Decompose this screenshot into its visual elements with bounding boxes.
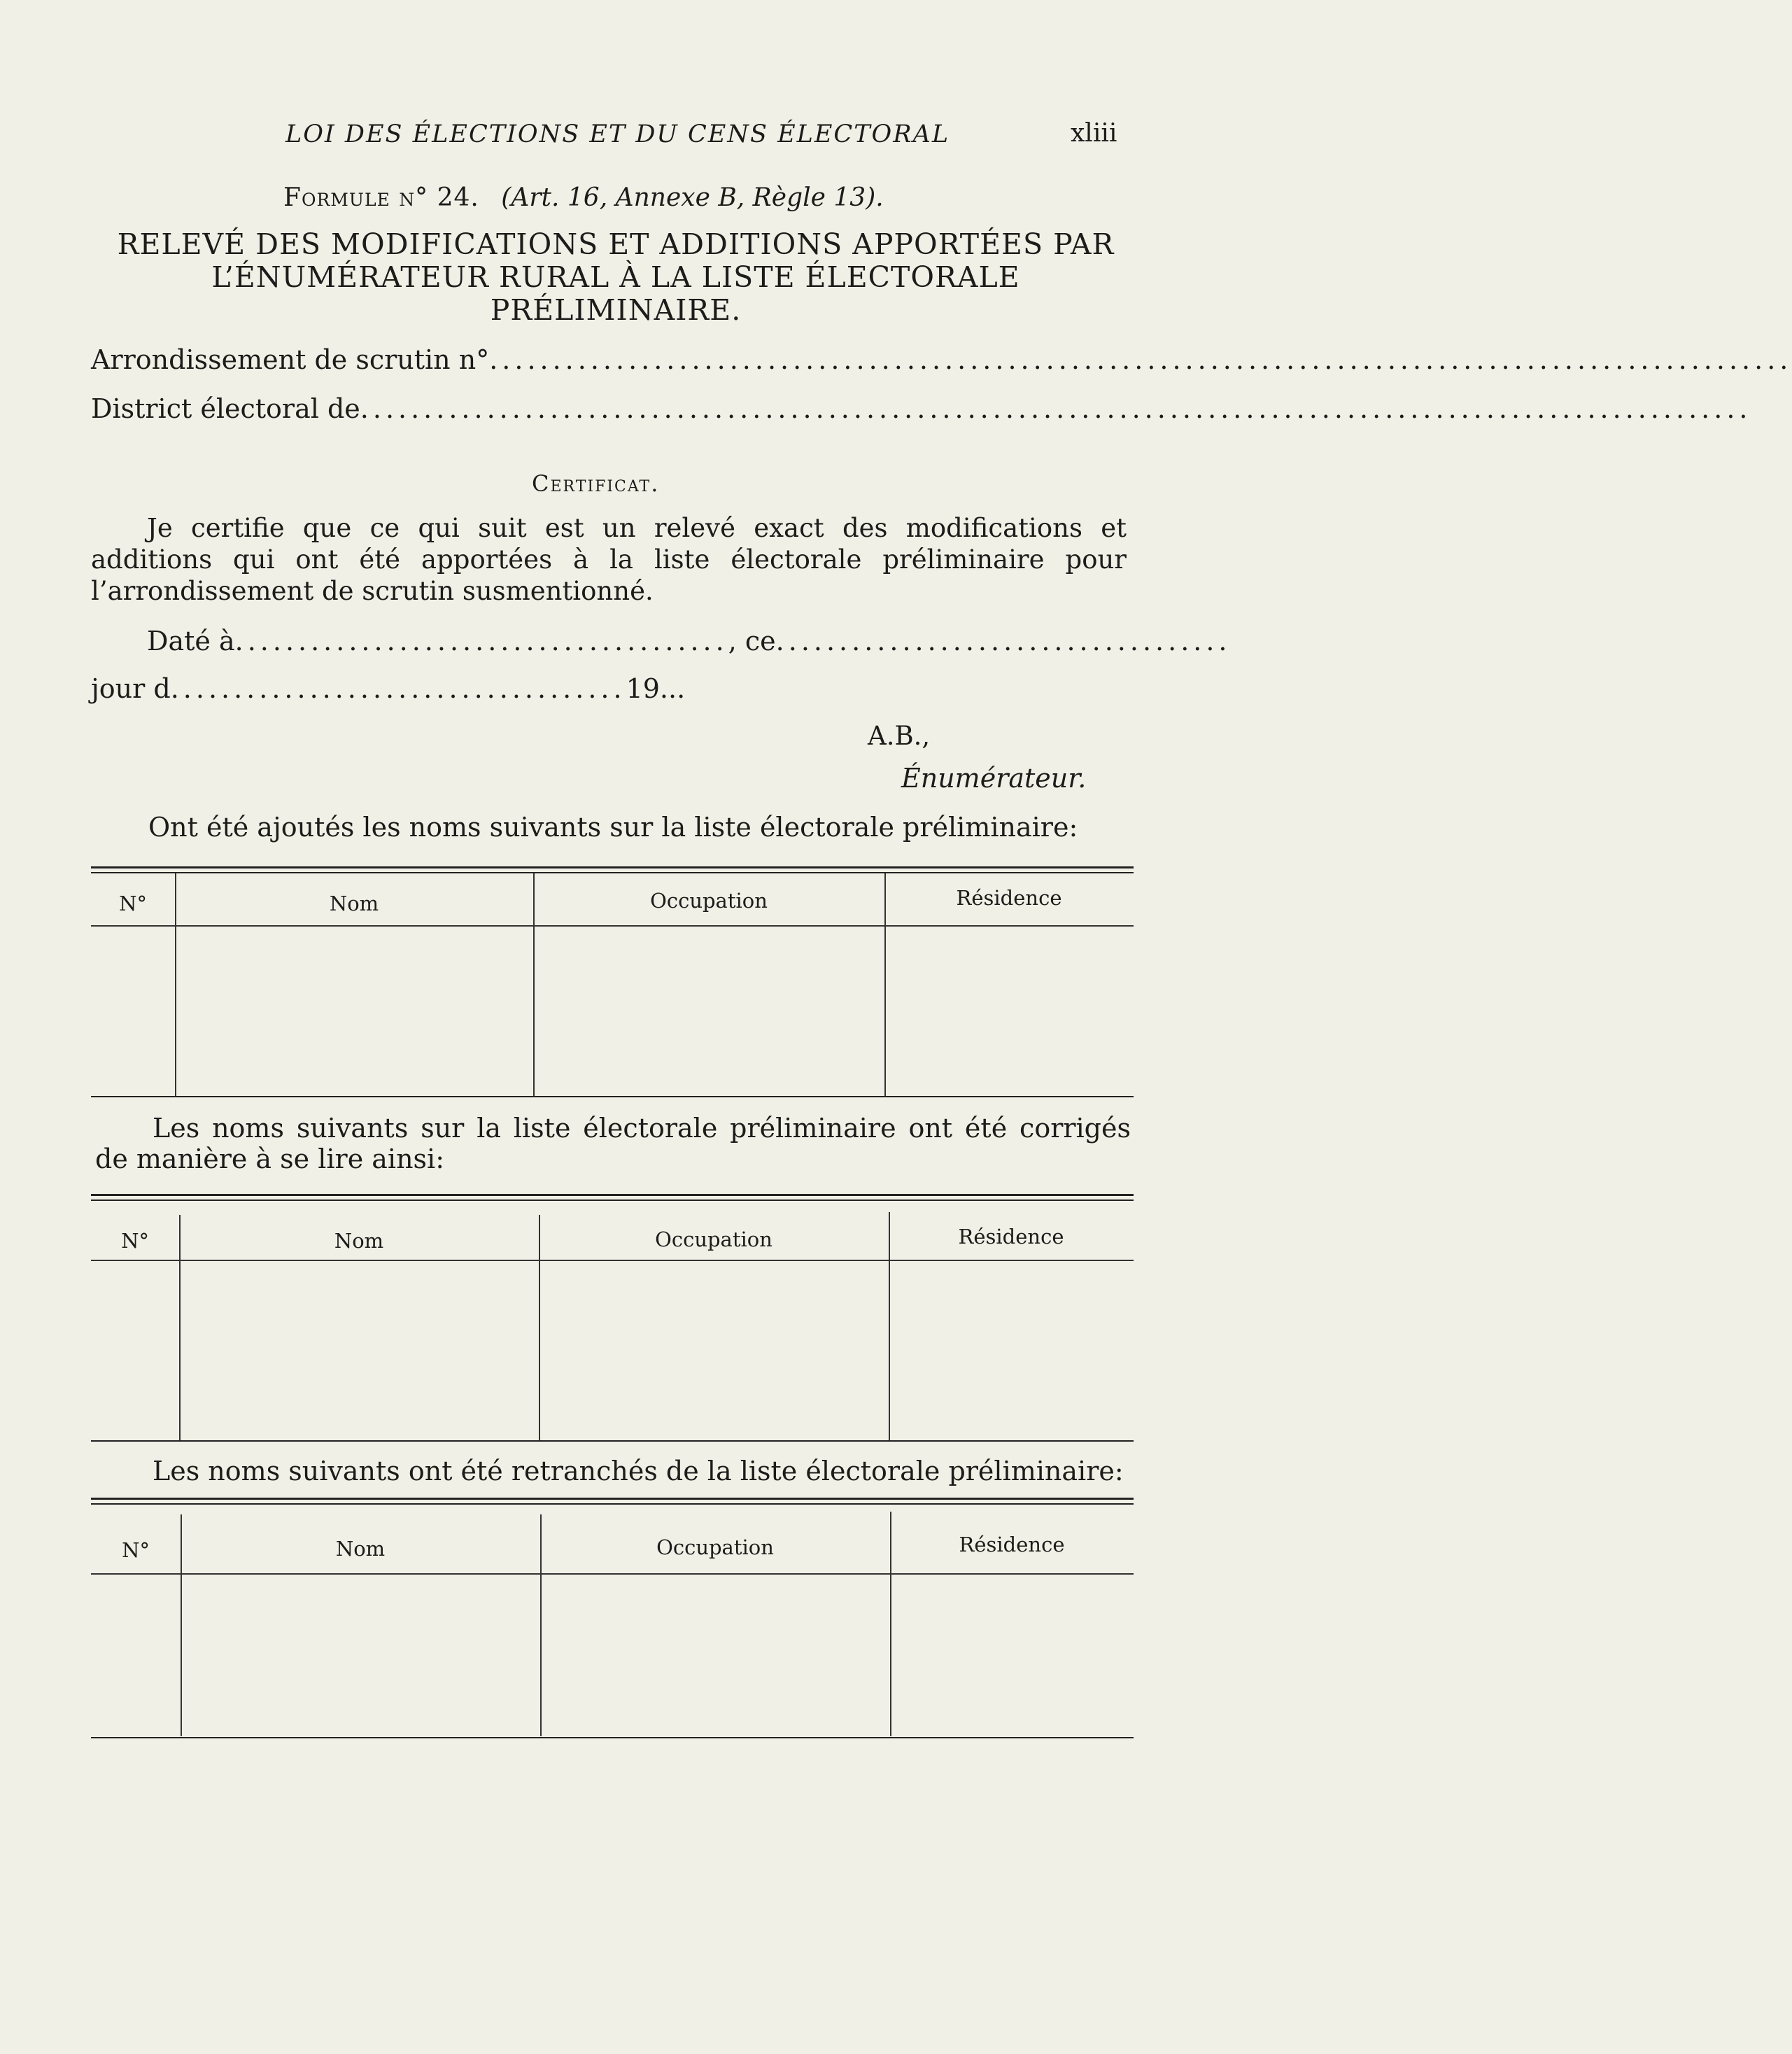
document-title <box>105 228 1127 327</box>
certificat-paragraph <box>91 512 1127 607</box>
table-added <box>91 866 1134 1097</box>
running-head: LOI DES ÉLECTIONS ET DU CENS ÉLECTORAL <box>285 120 950 148</box>
table-top-rule <box>91 866 1134 868</box>
district-label: District électoral de <box>91 393 360 424</box>
header-residence: Résidence <box>956 886 1062 910</box>
table-top-rule <box>91 1200 1134 1201</box>
table-bottom-rule <box>91 1096 1134 1097</box>
year-label: 19... <box>626 673 686 704</box>
arrondissement-field <box>91 344 1792 375</box>
table-top-rule <box>91 1194 1134 1196</box>
district-field <box>91 393 1752 424</box>
table-corrected <box>91 1194 1134 1443</box>
arrondissement-label: Arrondissement de scrutin n° <box>91 344 490 375</box>
section-corrected-text: Les noms suivants sur la liste électorale préliminaire ont été corrigés de manière à se lire ainsi: <box>95 1113 1131 1174</box>
formule-line <box>283 183 884 212</box>
fill-dots: ....................................... <box>234 626 728 656</box>
date-line <box>147 626 1232 656</box>
table-top-rule <box>91 1498 1134 1500</box>
signature-initials: A.B., <box>868 721 931 751</box>
table-removed <box>91 1498 1134 1739</box>
header-separator <box>91 1260 1134 1261</box>
header-residence: Résidence <box>959 1533 1065 1556</box>
date-label: Daté à <box>147 626 235 656</box>
header-occupation: Occupation <box>655 1228 772 1251</box>
header-nom: Nom <box>334 1229 384 1253</box>
table-top-rule <box>91 872 1134 873</box>
fill-dots: .................................... <box>775 626 1232 656</box>
formule-reference: (Art. 16, Annexe B, Règle 13). <box>501 183 884 212</box>
jour-label: jour d <box>91 673 171 704</box>
table-bottom-rule <box>91 1440 1134 1442</box>
certificat-heading: Certificat. <box>532 470 660 497</box>
fill-dots: ....................................................................................................... <box>489 344 1792 375</box>
ce-label: , ce <box>728 626 776 656</box>
header-no: N° <box>122 1538 150 1562</box>
header-occupation: Occupation <box>656 1535 774 1559</box>
page-number: xliii <box>1071 119 1117 148</box>
header-no: N° <box>119 892 147 915</box>
fill-dots: .................................... <box>170 673 626 704</box>
section-removed-intro: Les noms suivants ont été retranchés de la liste électorale préliminaire: <box>153 1456 1124 1486</box>
section-corrected-intro <box>95 1113 1131 1174</box>
title-line-2: L’ÉNUMÉRATEUR RURAL À LA LISTE ÉLECTORALE <box>211 260 1020 294</box>
formule-label: Formule n° 24. <box>283 183 479 212</box>
table-top-rule <box>91 1503 1134 1505</box>
header-occupation: Occupation <box>650 889 768 913</box>
header-no: N° <box>121 1229 149 1253</box>
title-line-3: PRÉLIMINAIRE. <box>490 293 742 327</box>
jour-line <box>91 673 1127 704</box>
table-bottom-rule <box>91 1737 1134 1738</box>
header-residence: Résidence <box>958 1225 1064 1248</box>
title-line-1: RELEVÉ DES MODIFICATIONS ET ADDITIONS APPORTÉES PAR <box>117 227 1115 261</box>
fill-dots: .............................................................................................................. <box>360 393 1752 424</box>
header-separator <box>91 925 1134 927</box>
certificat-body: Je certifie que ce qui suit est un relevé exact des modifications et additions qui ont été apportées à la liste électorale préliminaire pour l’arrondissement de scrutin susmentionné. <box>91 513 1127 606</box>
header-nom: Nom <box>335 1537 386 1561</box>
header-nom: Nom <box>329 892 379 915</box>
section-added-intro: Ont été ajoutés les noms suivants sur la liste électorale préliminaire: <box>148 812 1078 843</box>
signature-role: Énumérateur. <box>901 763 1087 794</box>
header-separator <box>91 1573 1134 1575</box>
